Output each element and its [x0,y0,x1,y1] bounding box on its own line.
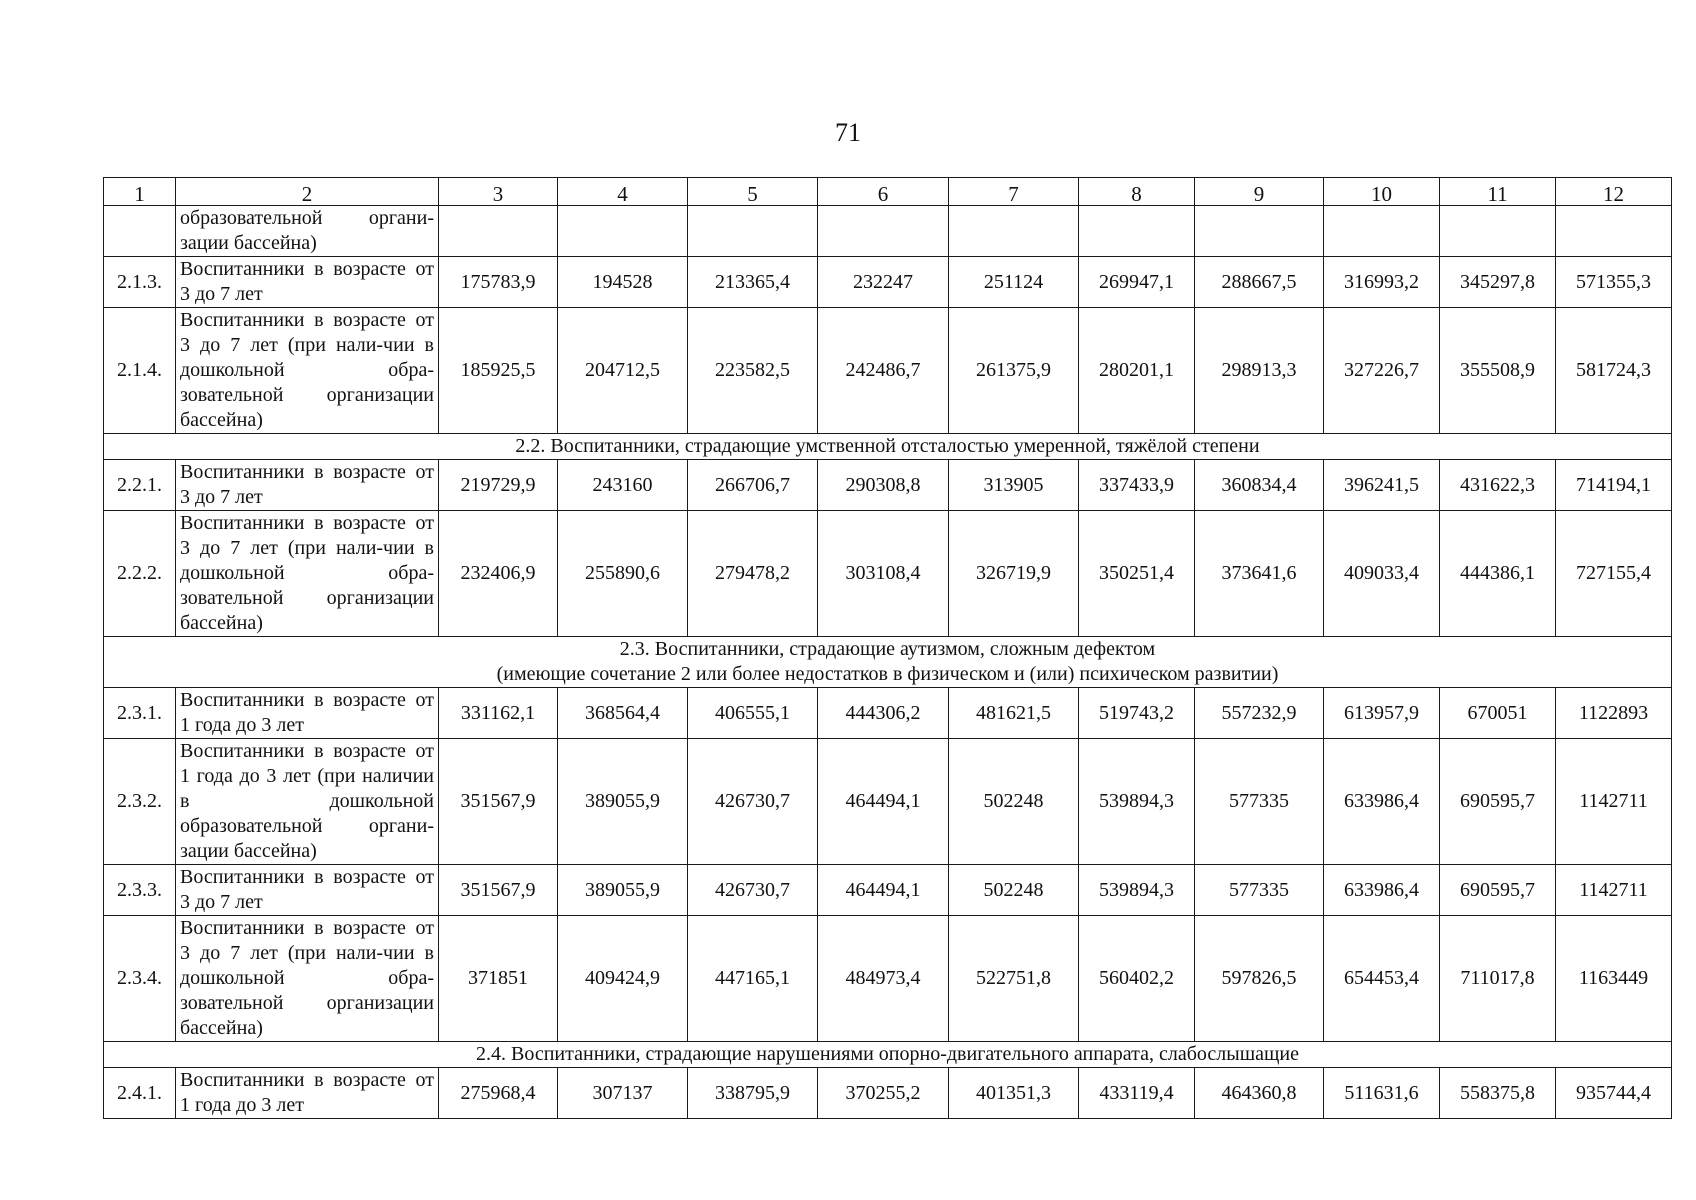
value-cell: 1122893 [1556,688,1672,739]
table-row [104,206,1672,257]
row-description: Воспитанники в возрасте от 3 до 7 лет [176,865,439,916]
value-cell: 557232,9 [1195,688,1324,739]
value-cell: 511631,6 [1324,1068,1440,1119]
section-title-line: 2.2. Воспитанники, страдающие умственной отсталостью умеренной, тяжёлой степени [515,435,1260,457]
value-cell: 464360,8 [1195,1068,1324,1119]
value-cell: 204712,5 [558,308,688,434]
value-cell: 396241,5 [1324,460,1440,511]
column-number-header: 1 [104,178,176,206]
value-cell: 290308,8 [818,460,949,511]
column-number-header: 9 [1195,178,1324,206]
value-cell: 350251,4 [1079,511,1195,637]
value-cell: 401351,3 [949,1068,1079,1119]
value-cell [439,206,558,257]
column-number-header: 12 [1556,178,1672,206]
value-cell: 261375,9 [949,308,1079,434]
value-cell: 577335 [1195,865,1324,916]
value-cell: 269947,1 [1079,257,1195,308]
table-row [104,865,1672,916]
value-cell: 560402,2 [1079,916,1195,1042]
value-cell: 327226,7 [1324,308,1440,434]
table-row [104,257,1672,308]
value-cell: 275968,4 [439,1068,558,1119]
value-cell: 433119,4 [1079,1068,1195,1119]
row-description: Воспитанники в возрасте от 3 до 7 лет [176,460,439,511]
row-code: 2.2.2. [104,511,176,637]
value-cell: 426730,7 [688,739,818,865]
section-title [104,434,1672,460]
column-number-header: 6 [818,178,949,206]
table-row [104,308,1672,434]
section-header-row [104,637,1672,688]
value-cell: 331162,1 [439,688,558,739]
value-cell: 351567,9 [439,739,558,865]
value-cell [1440,206,1556,257]
value-cell: 581724,3 [1556,308,1672,434]
value-cell: 389055,9 [558,739,688,865]
column-number-header: 8 [1079,178,1195,206]
value-cell: 307137 [558,1068,688,1119]
value-cell: 539894,3 [1079,865,1195,916]
cost-table [103,177,1672,1119]
value-cell: 571355,3 [1556,257,1672,308]
table-row [104,460,1672,511]
row-description: Воспитанники в возрасте от 3 до 7 лет (при нали-чии в дошкольной обра-зовательной организации бассейна) [176,511,439,637]
row-description: Воспитанники в возрасте от 3 до 7 лет (при нали-чии в дошкольной обра-зовательной организации бассейна) [176,308,439,434]
value-cell: 502248 [949,865,1079,916]
value-cell: 345297,8 [1440,257,1556,308]
row-code: 2.3.4. [104,916,176,1042]
row-description: Воспитанники в возрасте от 3 до 7 лет [176,257,439,308]
value-cell: 431622,3 [1440,460,1556,511]
value-cell: 409033,4 [1324,511,1440,637]
value-cell: 539894,3 [1079,739,1195,865]
value-cell: 426730,7 [688,865,818,916]
table-row [104,688,1672,739]
section-title [104,1042,1672,1068]
column-number-header: 10 [1324,178,1440,206]
value-cell: 447165,1 [688,916,818,1042]
row-description: Воспитанники в возрасте от 1 года до 3 лет (при наличии в дошкольной образовательной органи-зации бассейна) [176,739,439,865]
value-cell [1195,206,1324,257]
value-cell: 1163449 [1556,916,1672,1042]
value-cell: 355508,9 [1440,308,1556,434]
value-cell: 714194,1 [1556,460,1672,511]
row-code: 2.1.3. [104,257,176,308]
value-cell: 481621,5 [949,688,1079,739]
value-cell: 251124 [949,257,1079,308]
value-cell: 558375,8 [1440,1068,1556,1119]
row-description: Воспитанники в возрасте от 3 до 7 лет (при нали-чии в дошкольной обра-зовательной организации бассейна) [176,916,439,1042]
value-cell [818,206,949,257]
value-cell: 464494,1 [818,739,949,865]
row-code: 2.4.1. [104,1068,176,1119]
value-cell: 633986,4 [1324,865,1440,916]
section-header-row [104,1042,1672,1068]
value-cell: 935744,4 [1556,1068,1672,1119]
value-cell: 613957,9 [1324,688,1440,739]
value-cell: 577335 [1195,739,1324,865]
row-code: 2.3.3. [104,865,176,916]
value-cell: 288667,5 [1195,257,1324,308]
value-cell: 219729,9 [439,460,558,511]
value-cell: 243160 [558,460,688,511]
value-cell: 175783,9 [439,257,558,308]
value-cell: 371851 [439,916,558,1042]
value-cell: 360834,4 [1195,460,1324,511]
table-row [104,1068,1672,1119]
value-cell: 1142711 [1556,739,1672,865]
value-cell: 690595,7 [1440,865,1556,916]
row-code: 2.1.4. [104,308,176,434]
table-row [104,916,1672,1042]
value-cell: 409424,9 [558,916,688,1042]
section-title-line: 2.3. Воспитанники, страдающие аутизмом, сложным дефектом [619,638,1156,660]
value-cell: 351567,9 [439,865,558,916]
value-cell: 280201,1 [1079,308,1195,434]
value-cell [949,206,1079,257]
row-code: 2.3.1. [104,688,176,739]
value-cell: 194528 [558,257,688,308]
value-cell: 444306,2 [818,688,949,739]
value-cell: 279478,2 [688,511,818,637]
value-cell: 303108,4 [818,511,949,637]
value-cell [1324,206,1440,257]
value-cell: 326719,9 [949,511,1079,637]
value-cell: 519743,2 [1079,688,1195,739]
column-number-header: 3 [439,178,558,206]
value-cell [558,206,688,257]
value-cell: 223582,5 [688,308,818,434]
value-cell: 338795,9 [688,1068,818,1119]
value-cell: 313905 [949,460,1079,511]
value-cell: 522751,8 [949,916,1079,1042]
row-code: 2.2.1. [104,460,176,511]
value-cell: 711017,8 [1440,916,1556,1042]
column-number-header: 11 [1440,178,1556,206]
value-cell: 337433,9 [1079,460,1195,511]
value-cell: 654453,4 [1324,916,1440,1042]
column-number-header: 5 [688,178,818,206]
table-row [104,739,1672,865]
value-cell: 370255,2 [818,1068,949,1119]
value-cell: 389055,9 [558,865,688,916]
value-cell [688,206,818,257]
value-cell: 232247 [818,257,949,308]
row-description: Воспитанники в возрасте от 1 года до 3 лет [176,1068,439,1119]
value-cell: 298913,3 [1195,308,1324,434]
value-cell: 1142711 [1556,865,1672,916]
column-number-header: 4 [558,178,688,206]
value-cell: 373641,6 [1195,511,1324,637]
value-cell: 670051 [1440,688,1556,739]
column-number-header: 7 [949,178,1079,206]
section-title-line: (имеющие сочетание 2 или более недостатков в физическом и (или) психическом развитии) [496,663,1279,685]
section-title-line: 2.4. Воспитанники, страдающие нарушениями опорно-двигательного аппарата, слабослышащие [476,1043,1299,1065]
value-cell: 502248 [949,739,1079,865]
value-cell: 316993,2 [1324,257,1440,308]
value-cell: 242486,7 [818,308,949,434]
column-number-row [104,178,1672,206]
value-cell: 213365,4 [688,257,818,308]
value-cell: 232406,9 [439,511,558,637]
value-cell: 727155,4 [1556,511,1672,637]
value-cell [1079,206,1195,257]
table-row [104,511,1672,637]
column-number-header: 2 [176,178,439,206]
row-description: образовательной органи-зации бассейна) [176,206,439,257]
value-cell: 266706,7 [688,460,818,511]
value-cell: 690595,7 [1440,739,1556,865]
value-cell: 633986,4 [1324,739,1440,865]
value-cell [1556,206,1672,257]
value-cell: 597826,5 [1195,916,1324,1042]
value-cell: 185925,5 [439,308,558,434]
value-cell: 484973,4 [818,916,949,1042]
section-header-row [104,434,1672,460]
table-body [104,206,1672,1119]
value-cell: 255890,6 [558,511,688,637]
value-cell: 406555,1 [688,688,818,739]
value-cell: 464494,1 [818,865,949,916]
section-title [104,637,1672,688]
row-description: Воспитанники в возрасте от 1 года до 3 лет [176,688,439,739]
row-code: 2.3.2. [104,739,176,865]
page-number: 71 [835,118,861,147]
value-cell: 444386,1 [1440,511,1556,637]
row-code [104,206,176,257]
value-cell: 368564,4 [558,688,688,739]
